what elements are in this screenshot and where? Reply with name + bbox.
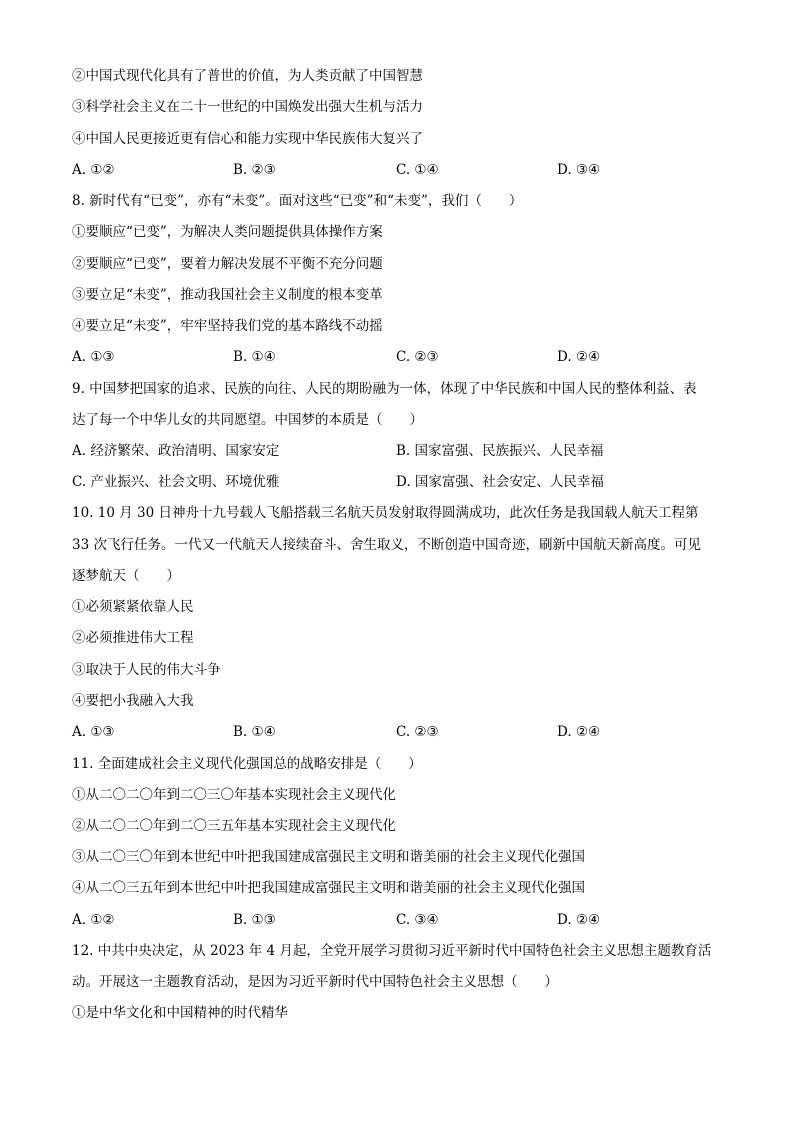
q9-options-row-2 <box>72 472 732 492</box>
q8-statement-4: ④要立足“未变”，牢牢坚持我们党的基本路线不动摇 <box>72 318 383 334</box>
q11-statement-3: ③从二〇三〇年到本世纪中叶把我国建成富强民主文明和谐美丽的社会主义现代化强国 <box>72 849 585 865</box>
q8-option-c[interactable]: C. ②③ <box>396 349 439 365</box>
q9-stem-line-1: 9. 中国梦把国家的追求、民族的向往、人民的期盼融为一体，体现了中华民族和中国人民的整体利益、表 <box>72 381 697 397</box>
q10-options <box>72 722 732 742</box>
q10-statement-2: ②必须推进伟大工程 <box>72 630 194 646</box>
q8-statement-2: ②要顺应“已变”，要着力解决发展不平衡不充分问题 <box>72 256 383 272</box>
q7-option-c[interactable]: C. ①④ <box>396 162 439 178</box>
q8-statement-3: ③要立足“未变”，推动我国社会主义制度的根本变革 <box>72 287 383 303</box>
q8-option-b[interactable]: B. ①④ <box>233 349 276 365</box>
q10-stem-line-2: 33 次飞行任务。一代又一代航天人接续奋斗、舍生取义，不断创造中国奇迹，刷新中国航天新高度。可见 <box>72 537 701 553</box>
q10-option-d[interactable]: D. ②④ <box>557 724 601 740</box>
q11-statement-4: ④从二〇三五年到本世纪中叶把我国建成富强民主文明和谐美丽的社会主义现代化强国 <box>72 880 585 896</box>
q9-option-b[interactable]: B. 国家富强、民族振兴、人民幸福 <box>396 443 604 459</box>
q8-options <box>72 347 732 367</box>
q11-option-c[interactable]: C. ③④ <box>396 912 439 928</box>
q10-option-a[interactable]: A. ①③ <box>72 724 115 740</box>
q9-options-row-1 <box>72 441 732 461</box>
q9-option-a[interactable]: A. 经济繁荣、政治清明、国家安定 <box>72 443 280 459</box>
q10-statement-1: ①必须紧紧依靠人民 <box>72 599 194 615</box>
q10-option-c[interactable]: C. ②③ <box>396 724 439 740</box>
q7-statement-2: ②中国式现代化具有了普世的价值，为人类贡献了中国智慧 <box>72 68 423 84</box>
q12-statement-1: ①是中华文化和中国精神的时代精华 <box>72 1005 288 1021</box>
q11-stem: 11. 全面建成社会主义现代化强国总的战略安排是（ ） <box>72 756 422 772</box>
q7-options <box>72 160 732 180</box>
q10-statement-3: ③取决于人民的伟大斗争 <box>72 662 221 678</box>
q7-option-a[interactable]: A. ①② <box>72 162 115 178</box>
q8-option-a[interactable]: A. ①③ <box>72 349 115 365</box>
q9-stem-line-2: 达了每一个中华儿女的共同愿望。中国梦的本质是（ ） <box>72 412 423 428</box>
q11-option-d[interactable]: D. ②④ <box>557 912 601 928</box>
q11-option-a[interactable]: A. ①② <box>72 912 115 928</box>
q8-statement-1: ①要顺应“已变”，为解决人类问题提供具体操作方案 <box>72 224 383 240</box>
q12-stem-line-2: 动。开展这一主题教育活动，是因为习近平新时代中国特色社会主义思想（ ） <box>72 974 558 990</box>
q7-statement-3: ③科学社会主义在二十一世纪的中国焕发出强大生机与活力 <box>72 99 423 115</box>
q9-option-c[interactable]: C. 产业振兴、社会文明、环境优雅 <box>72 474 280 490</box>
q11-statement-1: ①从二〇二〇年到二〇三〇年基本实现社会主义现代化 <box>72 787 396 803</box>
q8-stem: 8. 新时代有“已变”，亦有“未变”。面对这些“已变”和“未变”，我们（ ） <box>72 193 523 209</box>
q11-option-b[interactable]: B. ①③ <box>233 912 276 928</box>
q7-statement-4: ④中国人民更接近更有信心和能力实现中华民族伟大复兴了 <box>72 131 423 147</box>
q10-option-b[interactable]: B. ①④ <box>233 724 276 740</box>
q11-options <box>72 910 732 930</box>
q10-statement-4: ④要把小我融入大我 <box>72 693 194 709</box>
q10-stem-line-3: 逐梦航天（ ） <box>72 568 180 584</box>
q7-option-d[interactable]: D. ③④ <box>557 162 601 178</box>
q9-option-d[interactable]: D. 国家富强、社会安定、人民幸福 <box>396 474 604 490</box>
q10-stem-line-1: 10. 10 月 30 日神舟十九号载人飞船搭载三名航天员发射取得圆满成功，此次任务是我国载人航天工程第 <box>72 505 699 521</box>
q8-option-d[interactable]: D. ②④ <box>557 349 601 365</box>
q7-option-b[interactable]: B. ②③ <box>233 162 276 178</box>
q12-stem-line-1: 12. 中共中央决定，从 2023 年 4 月起，全党开展学习贯彻习近平新时代中国特色社会主义思想主题教育活 <box>72 943 712 959</box>
q11-statement-2: ②从二〇二〇年到二〇三五年基本实现社会主义现代化 <box>72 818 396 834</box>
